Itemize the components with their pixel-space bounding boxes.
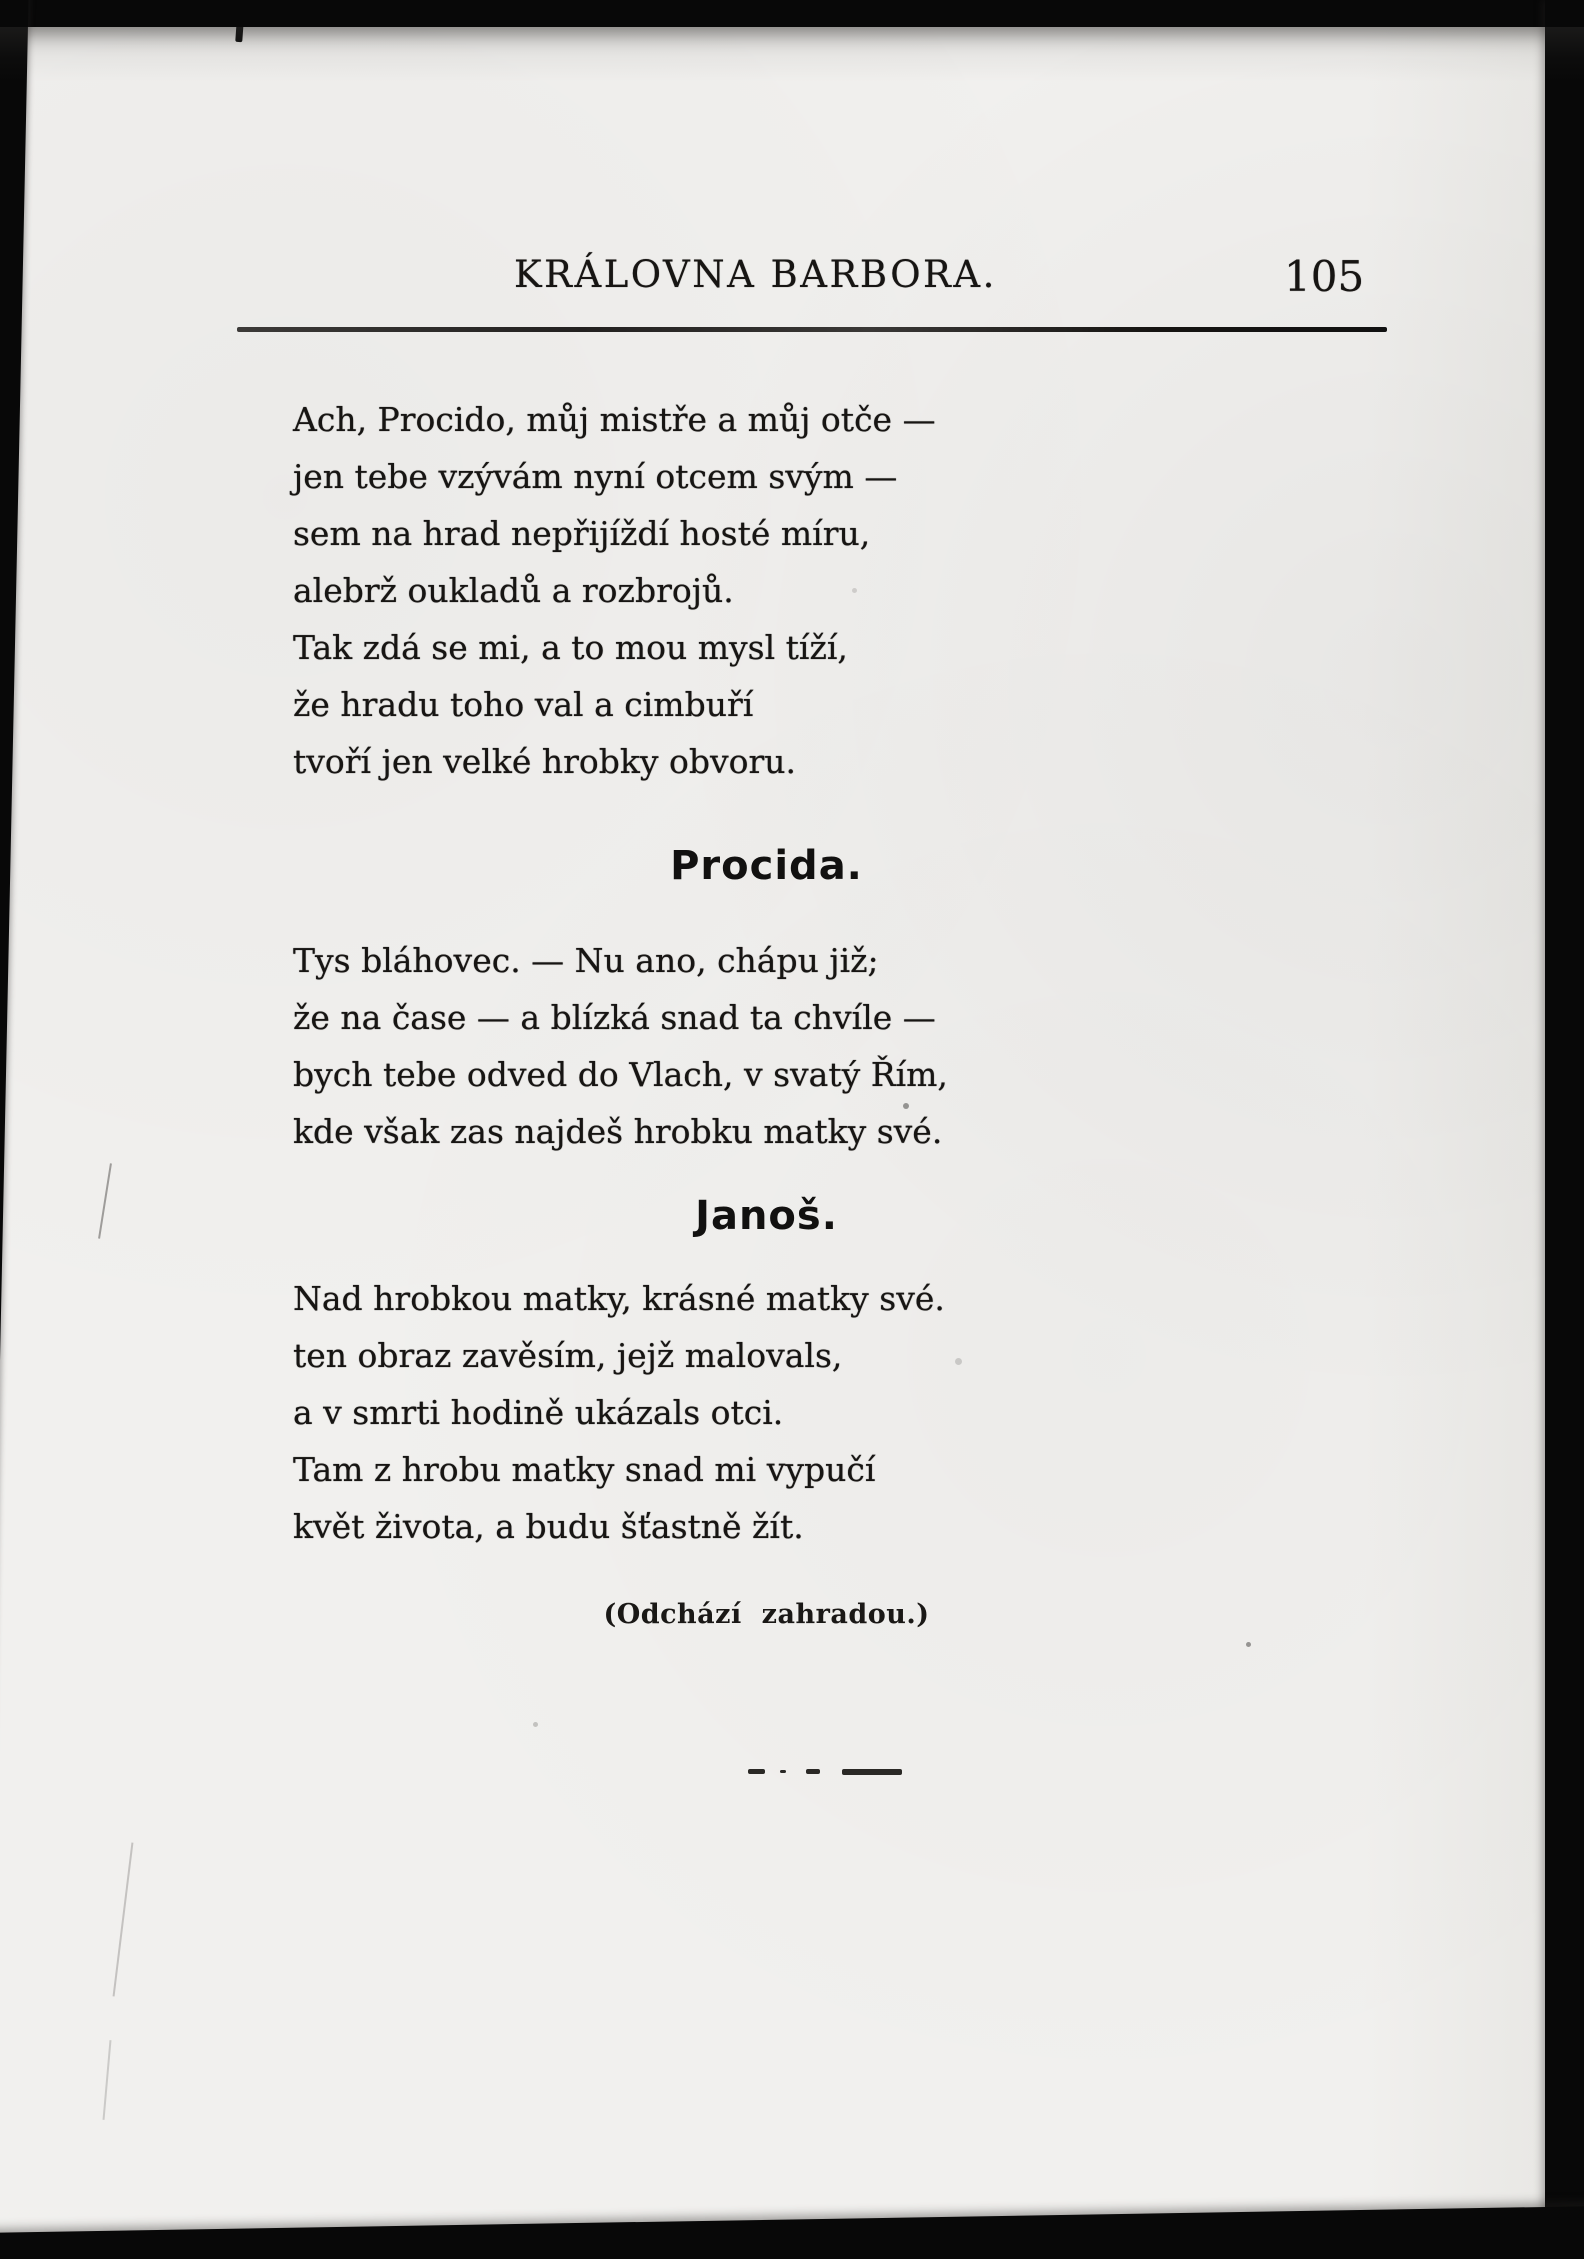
verse-line: kde však zas najdeš hrobku matky své. <box>293 1112 943 1151</box>
verse-line: alebrž oukladů a rozbrojů. <box>293 571 734 610</box>
stanza-janos-monologue <box>293 391 1240 790</box>
verse-line: ten obraz zavěsím, jejž malovals, <box>293 1336 843 1375</box>
verse-line: bych tebe odved do Vlach, v svatý Řím, <box>293 1055 948 1094</box>
scan-edge-notch <box>235 20 244 42</box>
scan-scratch <box>103 2040 112 2120</box>
stanza-janos-speech <box>293 1270 1240 1555</box>
verse-line: Tys bláhovec. — Nu ano, chápu již; <box>293 941 879 980</box>
separator-dash <box>806 1769 820 1774</box>
verse-line: květ života, a budu šťastně žít. <box>293 1507 804 1546</box>
scan-edge-right <box>1545 0 1584 2259</box>
verse-line: Tak zdá se mi, a to mou mysl tíží, <box>293 628 848 667</box>
scan-scratch <box>98 1163 112 1238</box>
scan-speck <box>533 1722 538 1727</box>
scan-scratch <box>113 1842 134 1996</box>
separator-dot <box>780 1770 786 1773</box>
verse-line: Ach, Procido, můj mistře a můj otče — <box>293 400 936 439</box>
stanza-procida-speech <box>293 932 1240 1160</box>
verse-line: jen tebe vzývám nyní otcem svým — <box>293 457 898 496</box>
verse-line: a v smrti hodině ukázals otci. <box>293 1393 784 1432</box>
scan-speck <box>1246 1642 1251 1647</box>
scan-speck <box>903 1103 909 1109</box>
verse-line: tvoří jen velké hrobky obvoru. <box>293 742 797 781</box>
poem-body <box>293 0 1240 1769</box>
scan-speck <box>852 588 857 593</box>
page-number: 105 <box>1284 252 1365 301</box>
verse-line: že na čase — a blízká snad ta chvíle — <box>293 998 936 1037</box>
speaker-heading-janos: Janoš. <box>695 1193 838 1239</box>
verse-line: Nad hrobkou matky, krásné matky své. <box>293 1279 945 1318</box>
scan-speck <box>955 1358 962 1365</box>
separator-dash-long <box>842 1769 902 1775</box>
scan-edge-left <box>0 0 29 2259</box>
running-title: KRÁLOVNA BARBORA. <box>514 253 997 296</box>
verse-line: sem na hrad nepřijíždí hosté míru, <box>293 514 871 553</box>
verse-line: Tam z hrobu matky snad mi vypučí <box>293 1450 876 1489</box>
verse-line: že hradu toho val a cimbuří <box>293 685 754 724</box>
separator-dash <box>748 1769 765 1774</box>
scan-edge-bottom <box>0 2205 1584 2259</box>
speaker-heading-procida: Procida. <box>670 843 863 889</box>
stage-direction: (Odchází zahradou.) <box>603 1599 930 1630</box>
separator-mark <box>748 1761 1240 1769</box>
